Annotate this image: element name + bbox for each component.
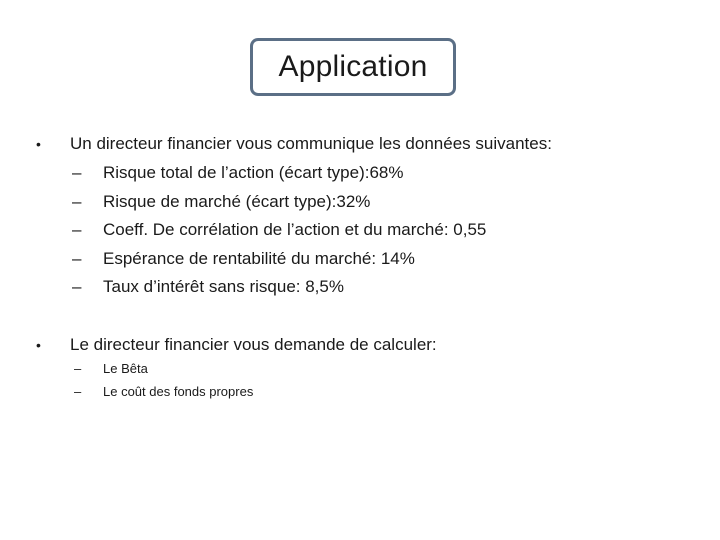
bullet-item: [36, 335, 437, 355]
sub-item-text: Taux d’intérêt sans risque: 8,5%: [103, 277, 344, 296]
sub-item: [74, 384, 253, 400]
sub-item-text: Le coût des fonds propres: [103, 384, 254, 399]
dash-icon: –: [74, 384, 82, 399]
sub-item-text: Espérance de rentabilité du marché: 14%: [103, 249, 415, 268]
dash-icon: –: [72, 163, 82, 182]
dash-icon: –: [72, 192, 82, 211]
bullet-text: Le directeur financier vous demande de calculer:: [70, 335, 437, 354]
bullet-text: Un directeur financier vous communique les données suivantes:: [70, 134, 552, 153]
sub-item: [74, 361, 148, 377]
sub-item-text: Coeff. De corrélation de l’action et du marché: 0,55: [103, 220, 487, 239]
sub-item: [72, 192, 370, 212]
bullet-item: [36, 134, 552, 154]
sub-item-text: Risque total de l’action (écart type):68%: [103, 163, 404, 182]
sub-item: [72, 163, 404, 183]
dash-icon: –: [72, 220, 82, 239]
sub-item-text: Risque de marché (écart type):32%: [103, 192, 371, 211]
dash-icon: –: [74, 361, 82, 376]
dash-icon: –: [72, 277, 82, 296]
dash-icon: –: [72, 249, 82, 268]
sub-item-text: Le Bêta: [103, 361, 148, 376]
sub-item: [72, 220, 486, 240]
sub-item: [72, 249, 415, 269]
bullet-icon: •: [36, 337, 41, 353]
title-box: [250, 38, 456, 96]
slide-title: Application: [278, 50, 428, 83]
sub-item: [72, 277, 344, 297]
bullet-icon: •: [36, 136, 41, 152]
